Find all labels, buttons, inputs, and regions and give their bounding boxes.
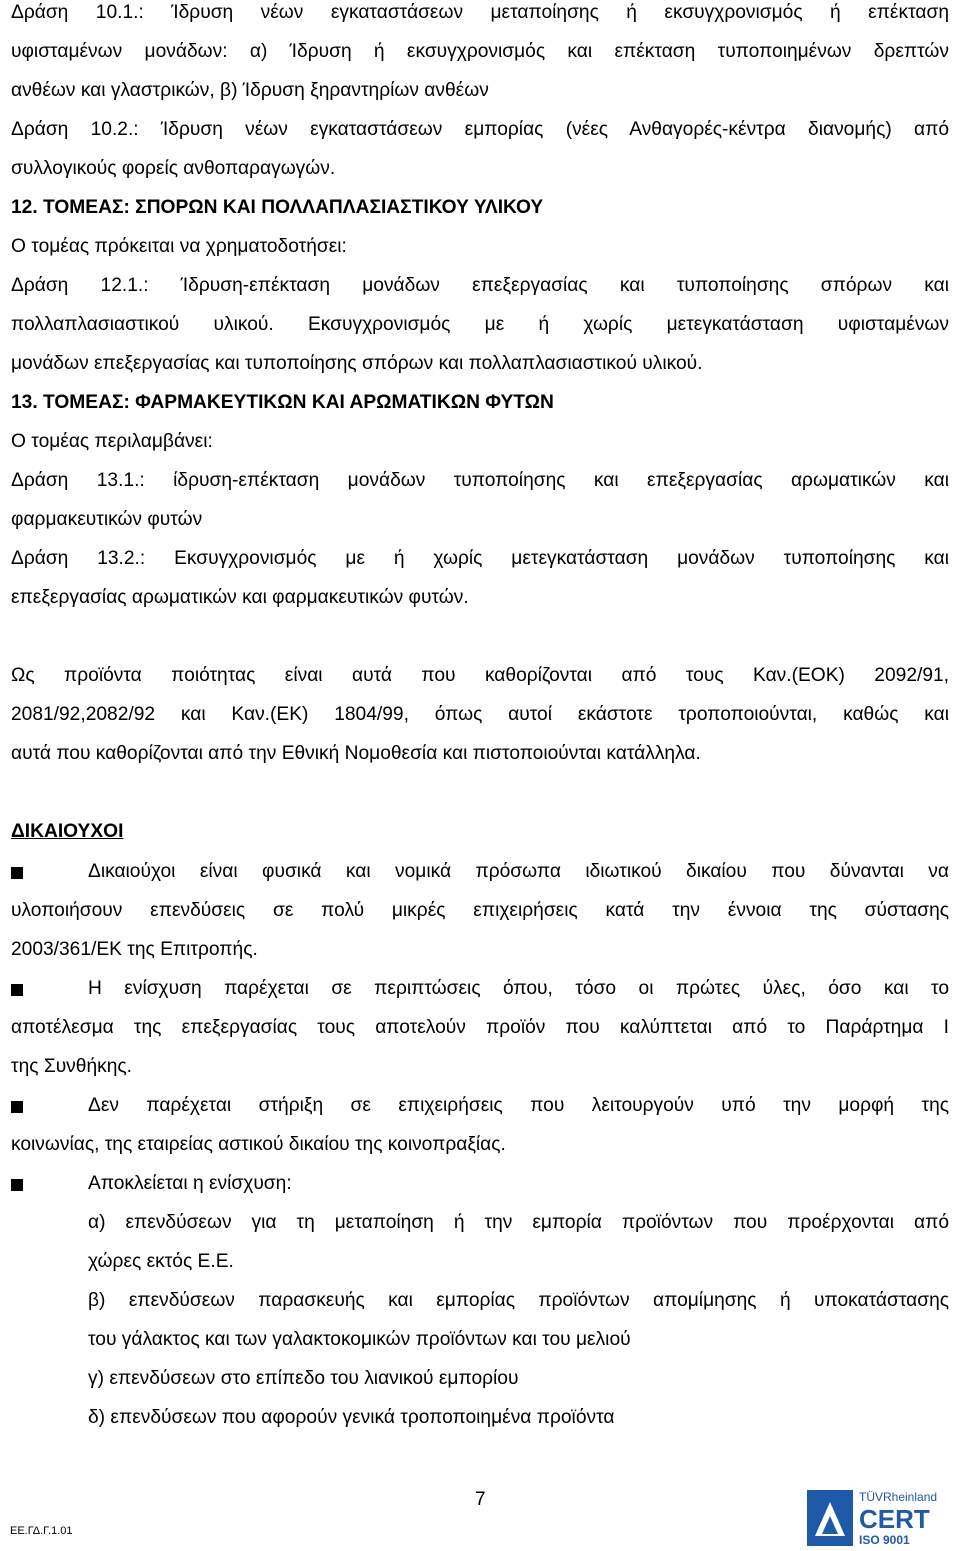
bullet-item-line: Η ενίσχυση παρέχεται σε περιπτώσεις όπου, τόσο οι πρώτες ύλες, όσο και το	[88, 978, 949, 999]
paragraph-line: μονάδων επεξεργασίας και τυποποίησης σπόρων και πολλαπλασιαστικού υλικού.	[11, 353, 703, 374]
paragraph-line: αποτέλεσμα της επεξεργασίας τους αποτελούν προϊόν που καλύπτεται από το Παράρτημα Ι	[11, 1017, 949, 1038]
paragraph-line: Ο τομέας πρόκειται να χρηματοδοτήσει:	[11, 236, 347, 257]
sub-item-line: του γάλακτος και των γαλακτοκομικών προϊόντων και του μελιού	[88, 1329, 631, 1350]
sub-item-line: δ) επενδύσεων που αφορούν γενικά τροποποιημένα προϊόντα	[88, 1407, 615, 1428]
paragraph-line: Ο τομέας περιλαμβάνει:	[11, 431, 213, 452]
paragraph-line: κοινωνίας, της εταιρείας αστικού δικαίου της κοινοπραξίας.	[11, 1134, 506, 1155]
paragraph-line: πολλαπλασιαστικού υλικού. Εκσυγχρονισμός με ή χωρίς μετεγκατάσταση υφισταμένων	[11, 314, 949, 335]
section-heading: 13. ΤΟΜΕΑΣ: ΦΑΡΜΑΚΕΥΤΙΚΩΝ ΚΑΙ ΑΡΩΜΑΤΙΚΩΝ ΦΥΤΩΝ	[11, 392, 554, 413]
page-number: 7	[475, 1489, 486, 1510]
bullet-item-line: Αποκλείεται η ενίσχυση:	[88, 1173, 292, 1194]
bullet-icon	[11, 1179, 23, 1191]
cert-brand-text: TÜVRheinland	[859, 1490, 938, 1504]
paragraph-line: συλλογικούς φορείς ανθοπαραγωγών.	[11, 158, 336, 179]
cert-standard-text: ISO 9001	[859, 1533, 910, 1547]
paragraph-line: ανθέων και γλαστρικών, β) Ίδρυση ξηραντηρίων ανθέων	[11, 80, 489, 101]
paragraph-line: επεξεργασίας αρωματικών και φαρμακευτικών φυτών.	[11, 587, 469, 608]
paragraph-line: Δράση 10.1.: Ίδρυση νέων εγκαταστάσεων μεταποίησης ή εκσυγχρονισμός ή επέκταση	[11, 2, 949, 23]
paragraph-line: υλοποιήσουν επενδύσεις σε πολύ μικρές επιχειρήσεις κατά την έννοια της σύστασης	[11, 900, 949, 921]
paragraph-line: Δράση 10.2.: Ίδρυση νέων εγκαταστάσεων εμπορίας (νέες Ανθαγορές-κέντρα διανομής) από	[11, 119, 949, 140]
paragraph-line: Δράση 13.1.: ίδρυση-επέκταση μονάδων τυποποίησης και επεξεργασίας αρωματικών και	[11, 470, 949, 491]
bullet-item-line: Δικαιούχοι είναι φυσικά και νομικά πρόσωπα ιδιωτικού δικαίου που δύνανται να	[88, 861, 949, 882]
section-heading: 12. ΤΟΜΕΑΣ: ΣΠΟΡΩΝ ΚΑΙ ΠΟΛΛΑΠΛΑΣΙΑΣΤΙΚΟΥ ΥΛΙΚΟΥ	[11, 197, 544, 218]
paragraph-line: αυτά που καθορίζονται από την Εθνική Νομοθεσία και πιστοποιούνται κατάλληλα.	[11, 743, 701, 764]
tuv-cert-logo	[805, 1488, 957, 1548]
beneficiaries-heading: ΔΙΚΑΙΟΥΧΟΙ	[11, 821, 124, 842]
sub-item-line: γ) επενδύσεων στο επίπεδο του λιανικού εμπορίου	[88, 1368, 519, 1389]
paragraph-line: 2003/361/ΕΚ της Επιτροπής.	[11, 939, 258, 960]
paragraph-line: Ως προϊόντα ποιότητας είναι αυτά που καθορίζονται από τους Καν.(ΕΟΚ) 2092/91,	[11, 665, 949, 686]
bullet-icon	[11, 1101, 23, 1113]
bullet-icon	[11, 984, 23, 996]
cert-mark-text: CERT	[859, 1504, 930, 1534]
footer-doc-code: ΕΕ.ΓΔ.Γ.1.01	[10, 1525, 73, 1537]
paragraph-line: Δράση 12.1.: Ίδρυση-επέκταση μονάδων επεξεργασίας και τυποποίησης σπόρων και	[11, 275, 949, 296]
sub-item-line: α) επενδύσεων για τη μεταποίηση ή την εμπορία προϊόντων που προέρχονται από	[88, 1212, 949, 1233]
paragraph-line: Δράση 13.2.: Εκσυγχρονισμός με ή χωρίς μετεγκατάσταση μονάδων τυποποίησης και	[11, 548, 949, 569]
paragraph-line: της Συνθήκης.	[11, 1056, 132, 1077]
paragraph-line: φαρμακευτικών φυτών	[11, 509, 203, 530]
bullet-item-line: Δεν παρέχεται στήριξη σε επιχειρήσεις που λειτουργούν υπό την μορφή της	[88, 1095, 949, 1116]
sub-item-line: χώρες εκτός Ε.Ε.	[88, 1251, 234, 1272]
bullet-icon	[11, 867, 23, 879]
paragraph-line: 2081/92,2082/92 και Καν.(ΕΚ) 1804/99, όπως αυτοί εκάστοτε τροποποιούνται, καθώς και	[11, 704, 949, 725]
paragraph-line: υφισταμένων μονάδων: α) Ίδρυση ή εκσυγχρονισμός και επέκταση τυποποιημένων δρεπτών	[11, 41, 949, 62]
sub-item-line: β) επενδύσεων παρασκευής και εμπορίας προϊόντων απομίμησης ή υποκατάστασης	[88, 1290, 949, 1311]
